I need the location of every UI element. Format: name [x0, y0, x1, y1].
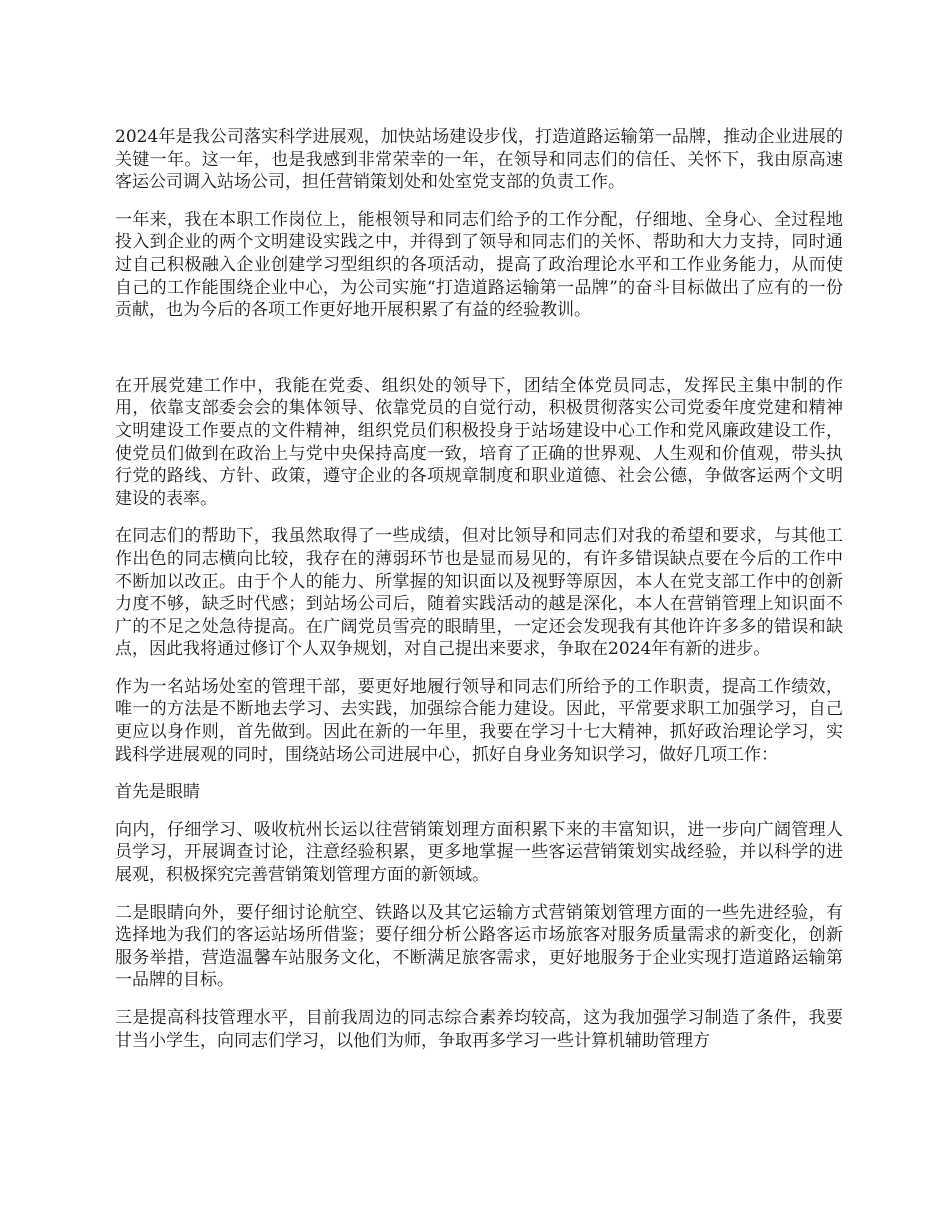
paragraph-party-work: 在开展党建工作中，我能在党委、组织处的领导下，团结全体党员同志，发挥民主集中制的作用，依靠支部委会会的集体领导、依靠党员的自觉行动，积极贯彻落实公司党委年度党建和精神文明建设工作要点的文件精神，组织党员们积极投身于站场建设中心工作和党风廉政建设工作，使党员们做到在政治上与党中央保持高度一致，培育了正确的世界观、人生观和价值观，带头执行党的路线、方针、政策，遵守企业的各项规章制度和职业道德、社会公德，争做客运两个文明建设的表率。	[115, 375, 843, 509]
paragraph-second-point: 二是眼睛向外，要仔细讨论航空、铁路以及其它运输方式营销策划管理方面的一些先进经验，有选择地为我们的客运站场所借鉴；要仔细分析公路客运市场旅客对服务质量需求的新变化，创新服务举措，营造温馨车站服务文化，不断满足旅客需求，更好地服务于企业实现打造道路运输第一品牌的目标。	[115, 902, 843, 991]
paragraph-first-point-heading: 首先是眼睛	[115, 782, 200, 803]
document-body	[115, 126, 843, 1067]
paragraph-plans: 作为一名站场处室的管理干部，要更好地履行领导和同志们所给予的工作职责，提高工作绩效，唯一的方法是不断地去学习、去实践，加强综合能力建设。因此，平常要求职工加强学习，自己更应以身作则，首先做到。因此在新的一年里，我要在学习十七大精神，抓好政治理论学习，实践科学进展观的同时，围绕站场公司进展中心，抓好自身业务知识学习，做好几项工作：	[115, 676, 843, 765]
paragraph-year-review: 一年来，我在本职工作岗位上，能根领导和同志们给予的工作分配，仔细地、全身心、全过程地投入到企业的两个文明建设实践之中，并得到了领导和同志们的关怀、帮助和大力支持，同时通过自己积极融入企业创建学习型组织的各项活动，提高了政治理论水平和工作业务能力，从而使自己的工作能围绕企业中心，为公司实施“打造道路运输第一品牌”的奋斗目标做出了应有的一份贡献，也为今后的各项工作更好地开展积累了有益的经验教训。	[115, 209, 843, 321]
paragraph-first-point: 向内，仔细学习、吸收杭州长运以往营销策划理方面积累下来的丰富知识，进一步向广阔管理人员学习，开展调查讨论，注意经验积累，更多地掌握一些客运营销策划实战经验，并以科学的进展观，积极探究完善营销策划管理方面的新领域。	[115, 819, 843, 886]
paragraph-shortcomings: 在同志们的帮助下，我虽然取得了一些成绩，但对比领导和同志们对我的希望和要求，与其他工作出色的同志横向比较，我存在的薄弱环节也是显而易见的，有许多错误缺点要在今后的工作中不断加以改正。由于个人的能力、所掌握的知识面以及视野等原因，本人在党支部工作中的创新力度不够，缺乏时代感；到站场公司后，随着实践活动的越是深化，本人在营销管理上知识面不广的不足之处急待提高。在广阔党员雪亮的眼睛里，一定还会发现我有其他许许多多的错误和缺点，因此我将通过修订个人双争规划，对自己提出来要求，争取在2024年有新的进步。	[115, 526, 843, 660]
section-spacer	[115, 337, 843, 375]
paragraph-intro: 2024年是我公司落实科学进展观，加快站场建设步伐，打造道路运输第一品牌，推动企业进展的关键一年。这一年，也是我感到非常荣幸的一年，在领导和同志们的信任、关怀下，我由原高速客运公司调入站场公司，担任营销策划处和处室党支部的负责工作。	[115, 127, 843, 193]
paragraph-third-point: 三是提高科技管理水平，目前我周边的同志综合素养均较高，这为我加强学习制造了条件，我要甘当小学生，向同志们学习，以他们为师，争取再多学习一些计算机辅助管理方	[115, 1008, 843, 1051]
